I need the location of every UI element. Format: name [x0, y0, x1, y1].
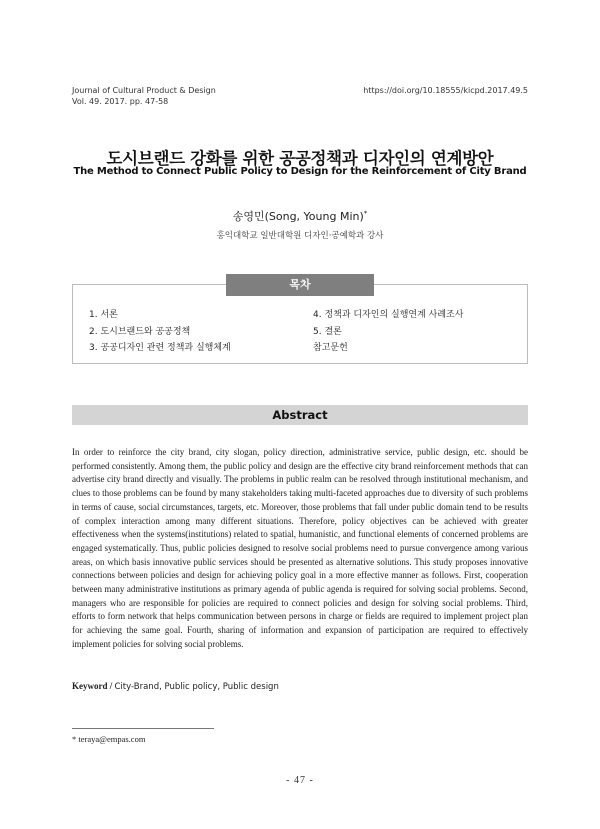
footnote-email: * teraya@empas.com: [72, 734, 146, 744]
journal-name: Journal of Cultural Product & Design: [72, 86, 216, 95]
author-footnote-mark: *: [363, 209, 368, 218]
toc-item: 5. 결론: [313, 326, 342, 337]
keywords-line: [72, 681, 279, 692]
doi-link[interactable]: https://doi.org/10.18555/kicpd.2017.49.5: [363, 86, 528, 95]
toc-item: 참고문헌: [313, 343, 348, 353]
page-number: - 47 -: [286, 775, 314, 786]
volume-info: Vol. 49. 2017. pp. 47-58: [72, 97, 169, 106]
keywords-values: City-Brand, Public policy, Public design: [114, 682, 279, 692]
title-korean: 도시브랜드 강화를 위한 공공정책과 디자인의 연계방안: [106, 149, 494, 168]
toc-heading: 목차: [226, 274, 374, 296]
abstract-heading: Abstract: [72, 405, 528, 425]
toc-item: 4. 정책과 디자인의 실행연계 사례조사: [313, 310, 464, 320]
toc-item: 1. 서론: [89, 310, 118, 320]
abstract-body: In order to reinforce the city brand, city slogan, policy direction, administrative service, public design, etc. should be performed consistently. Among them, the public policy and design are the effective city brand reinforcement methods that can advertise city brand directly and visually. The problems in public realm can be resolved through institutional mechanism, and clues to those problems can be found by many stakeholders taking multi-faceted approaches due to diversity of such problems in terms of cause, social circumstances, targets, etc. Moreover, those problems that fall under public domain tend to be results of complex interaction among many different situations. Therefore, policy objectives can be achieved with greater effectiveness when the systems(institutions) related to spatial, humanistic, and functional elements of concerned problems are engaged systematically. Thus, public policies designed to resolve social problems need to pursue convergence among various areas, on which basis innovative public services should be presented as alternative solutions. This study proposes innovative connections between policies and design for achieving policy goal in a more effective manner as follows. First, cooperation between many administrative institutions as primary agenda of public agenda is required for solving social problems. Second, managers who are responsible for policies are required to connect policies and design for solving social problems. Third, efforts to form network that helps communication between persons in charge or fields are required to implement project plan for achieving the same goal. Fourth, sharing of information and expansion of participation are required to effectively implement policies for solving social problems.: [72, 447, 528, 649]
author-name: 송영민(Song, Young Min): [232, 210, 364, 223]
toc-left-column: [89, 307, 231, 357]
toc-item: 3. 공공디자인 관련 정책과 실행체계: [89, 343, 231, 353]
toc-item: 2. 도시브랜드와 공공정책: [89, 326, 191, 337]
footnote-divider: [72, 728, 214, 729]
author-line: [0, 208, 600, 224]
toc-right-column: [313, 307, 463, 357]
keywords-label: Keyword /: [72, 681, 113, 691]
journal-info: [72, 85, 216, 107]
title-english: The Method to Connect Public Policy to Design for the Reinforcement of City Brand: [73, 166, 527, 177]
author-affiliation: 홍익대학교 일반대학원 디자인·공예학과 강사: [216, 231, 384, 241]
